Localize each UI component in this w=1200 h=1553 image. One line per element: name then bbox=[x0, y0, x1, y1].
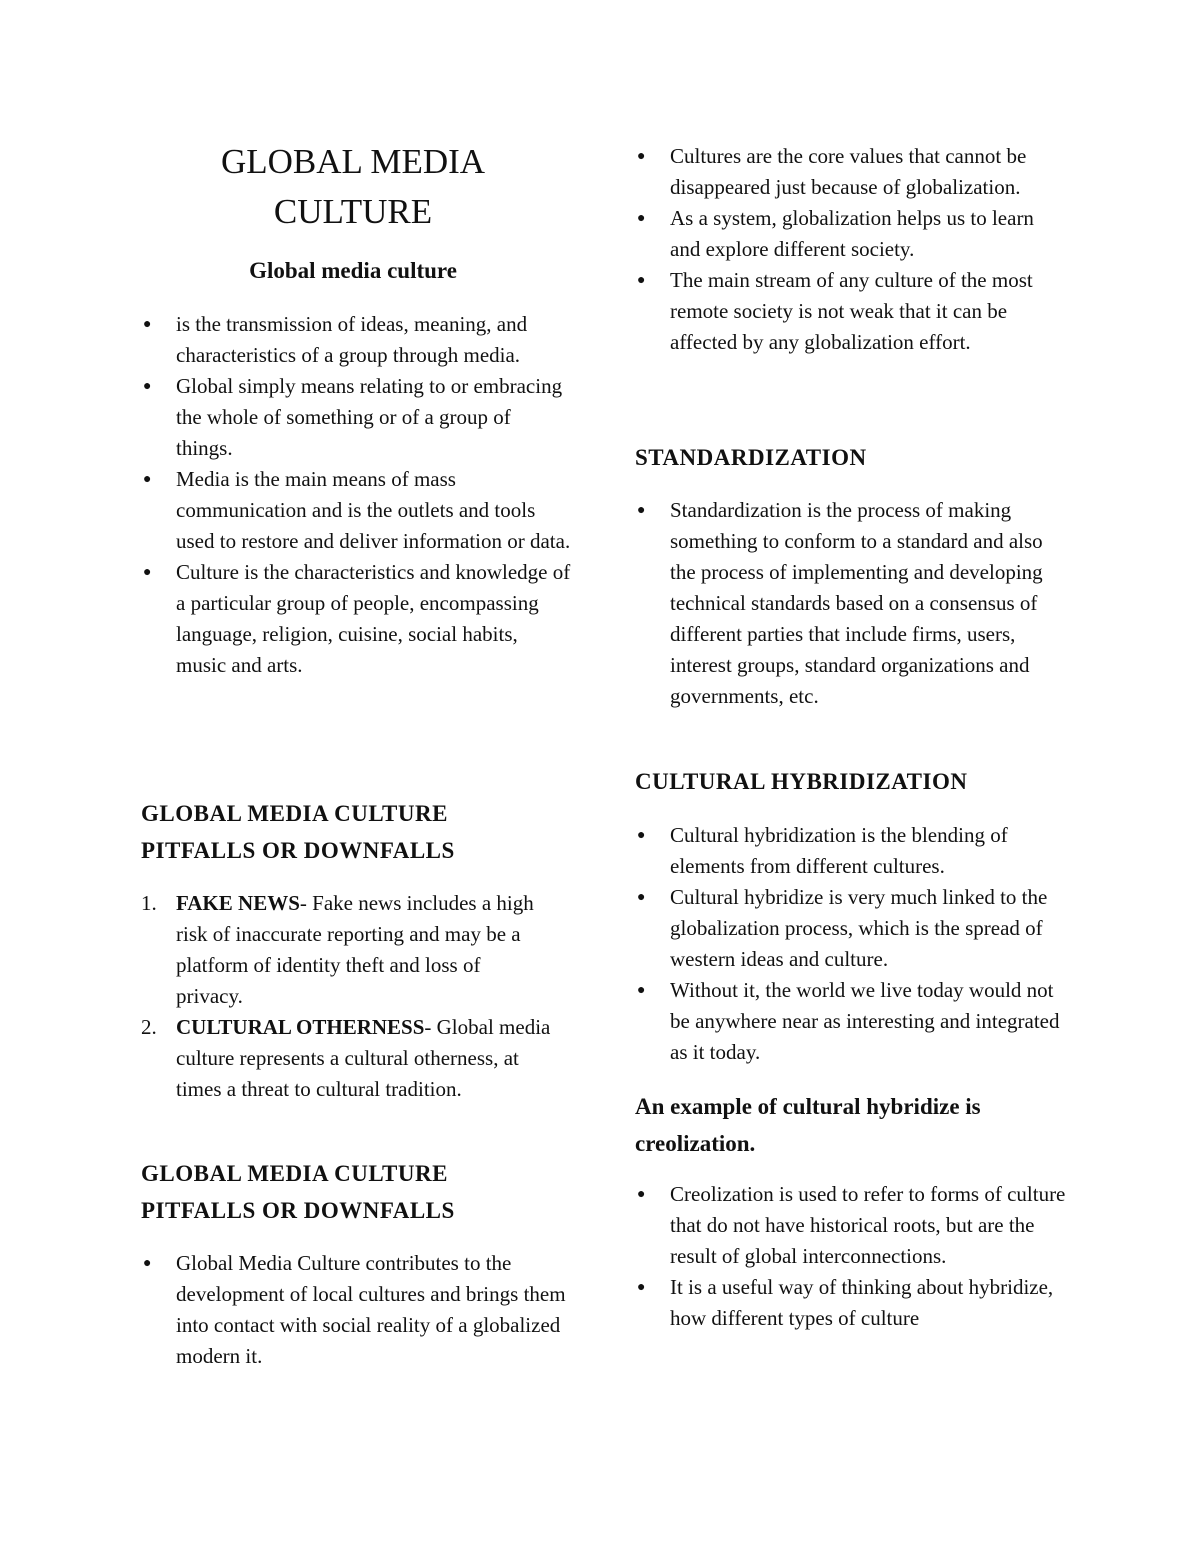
bullet-icon: ● bbox=[143, 472, 152, 487]
list-item: ● Global Media Culture contributes to the development of local cultures and brings them into contact with social reality of a globalized modern it. bbox=[141, 1248, 571, 1372]
bullet-icon: ● bbox=[637, 983, 646, 998]
list-item: ● It is a useful way of thinking about hybridize, how different types of culture bbox=[635, 1272, 1067, 1334]
list-item: ● is the transmission of ideas, meaning, and characteristics of a group through media. bbox=[141, 309, 571, 371]
list-item: ● Global simply means relating to or embracing the whole of something or of a group of things. bbox=[141, 371, 571, 464]
list-item: ● Media is the main means of mass communication and is the outlets and tools used to restore and deliver information or data. bbox=[141, 464, 571, 557]
bullet-icon: ● bbox=[143, 1256, 152, 1271]
bullet-icon: ● bbox=[143, 565, 152, 580]
pitfalls-list bbox=[141, 888, 551, 1105]
bullet-icon: ● bbox=[637, 828, 646, 843]
pitfalls-heading-2: GLOBAL MEDIA CULTURE PITFALLS OR DOWNFALLS bbox=[141, 1161, 455, 1223]
list-item: ● Culture is the characteristics and knowledge of a particular group of people, encompassing language, religion, cuisine, social habits, music and arts. bbox=[141, 557, 571, 681]
list-item: ● The main stream of any culture of the most remote society is not weak that it can be affected by any globalization effort. bbox=[635, 265, 1065, 358]
list-item: ● Without it, the world we live today would not be anywhere near as interesting and integrated as it today. bbox=[635, 975, 1067, 1068]
creolization-list bbox=[635, 1179, 1067, 1334]
bullet-icon: ● bbox=[637, 211, 646, 226]
bullet-icon: ● bbox=[637, 273, 646, 288]
bullet-icon: ● bbox=[143, 317, 152, 332]
culture-list bbox=[635, 141, 1065, 358]
list-item: ● Cultures are the core values that cannot be disappeared just because of globalization. bbox=[635, 141, 1065, 203]
bullet-icon: ● bbox=[637, 890, 646, 905]
pitfalls-heading: GLOBAL MEDIA CULTURE PITFALLS OR DOWNFALLS bbox=[141, 801, 455, 863]
list-item: 1. FAKE NEWS- Fake news includes a high risk of inaccurate reporting and may be a platform of identity theft and loss of privacy. bbox=[141, 891, 534, 1008]
list-item: ● Cultural hybridize is very much linked to the globalization process, which is the spread of western ideas and culture. bbox=[635, 882, 1067, 975]
list-item: 2. CULTURAL OTHERNESS- Global media culture represents a cultural otherness, at times a threat to cultural tradition. bbox=[141, 1015, 551, 1101]
standardization-heading: STANDARDIZATION bbox=[635, 445, 867, 470]
bullet-icon: ● bbox=[637, 149, 646, 164]
hybridization-list bbox=[635, 820, 1067, 1068]
section-subtitle: Global media culture bbox=[249, 258, 457, 283]
bullet-icon: ● bbox=[637, 1187, 646, 1202]
standardization-list bbox=[635, 495, 1067, 712]
list-item: ● Creolization is used to refer to forms of culture that do not have historical roots, but are the result of global interconnections. bbox=[635, 1179, 1067, 1272]
bullet-icon: ● bbox=[637, 503, 646, 518]
example-heading: An example of cultural hybridize is creolization. bbox=[635, 1094, 981, 1156]
document-title bbox=[141, 137, 565, 237]
title-line-1: GLOBAL MEDIA bbox=[220, 142, 486, 181]
list-item: ● Standardization is the process of making something to conform to a standard and also the process of implementing and developing technical standards based on a consensus of different parties that include firms, users, interest groups, standard organizations and governments, etc. bbox=[635, 495, 1067, 712]
benefits-list bbox=[141, 1248, 571, 1372]
bullet-icon: ● bbox=[637, 1280, 646, 1295]
list-item: ● Cultural hybridization is the blending of elements from different cultures. bbox=[635, 820, 1067, 882]
title-line-2: CULTURE bbox=[273, 192, 433, 231]
bullet-icon: ● bbox=[143, 379, 152, 394]
list-item: ● As a system, globalization helps us to learn and explore different society. bbox=[635, 203, 1065, 265]
hybridization-heading: CULTURAL HYBRIDIZATION bbox=[635, 769, 968, 794]
intro-list bbox=[141, 309, 571, 681]
